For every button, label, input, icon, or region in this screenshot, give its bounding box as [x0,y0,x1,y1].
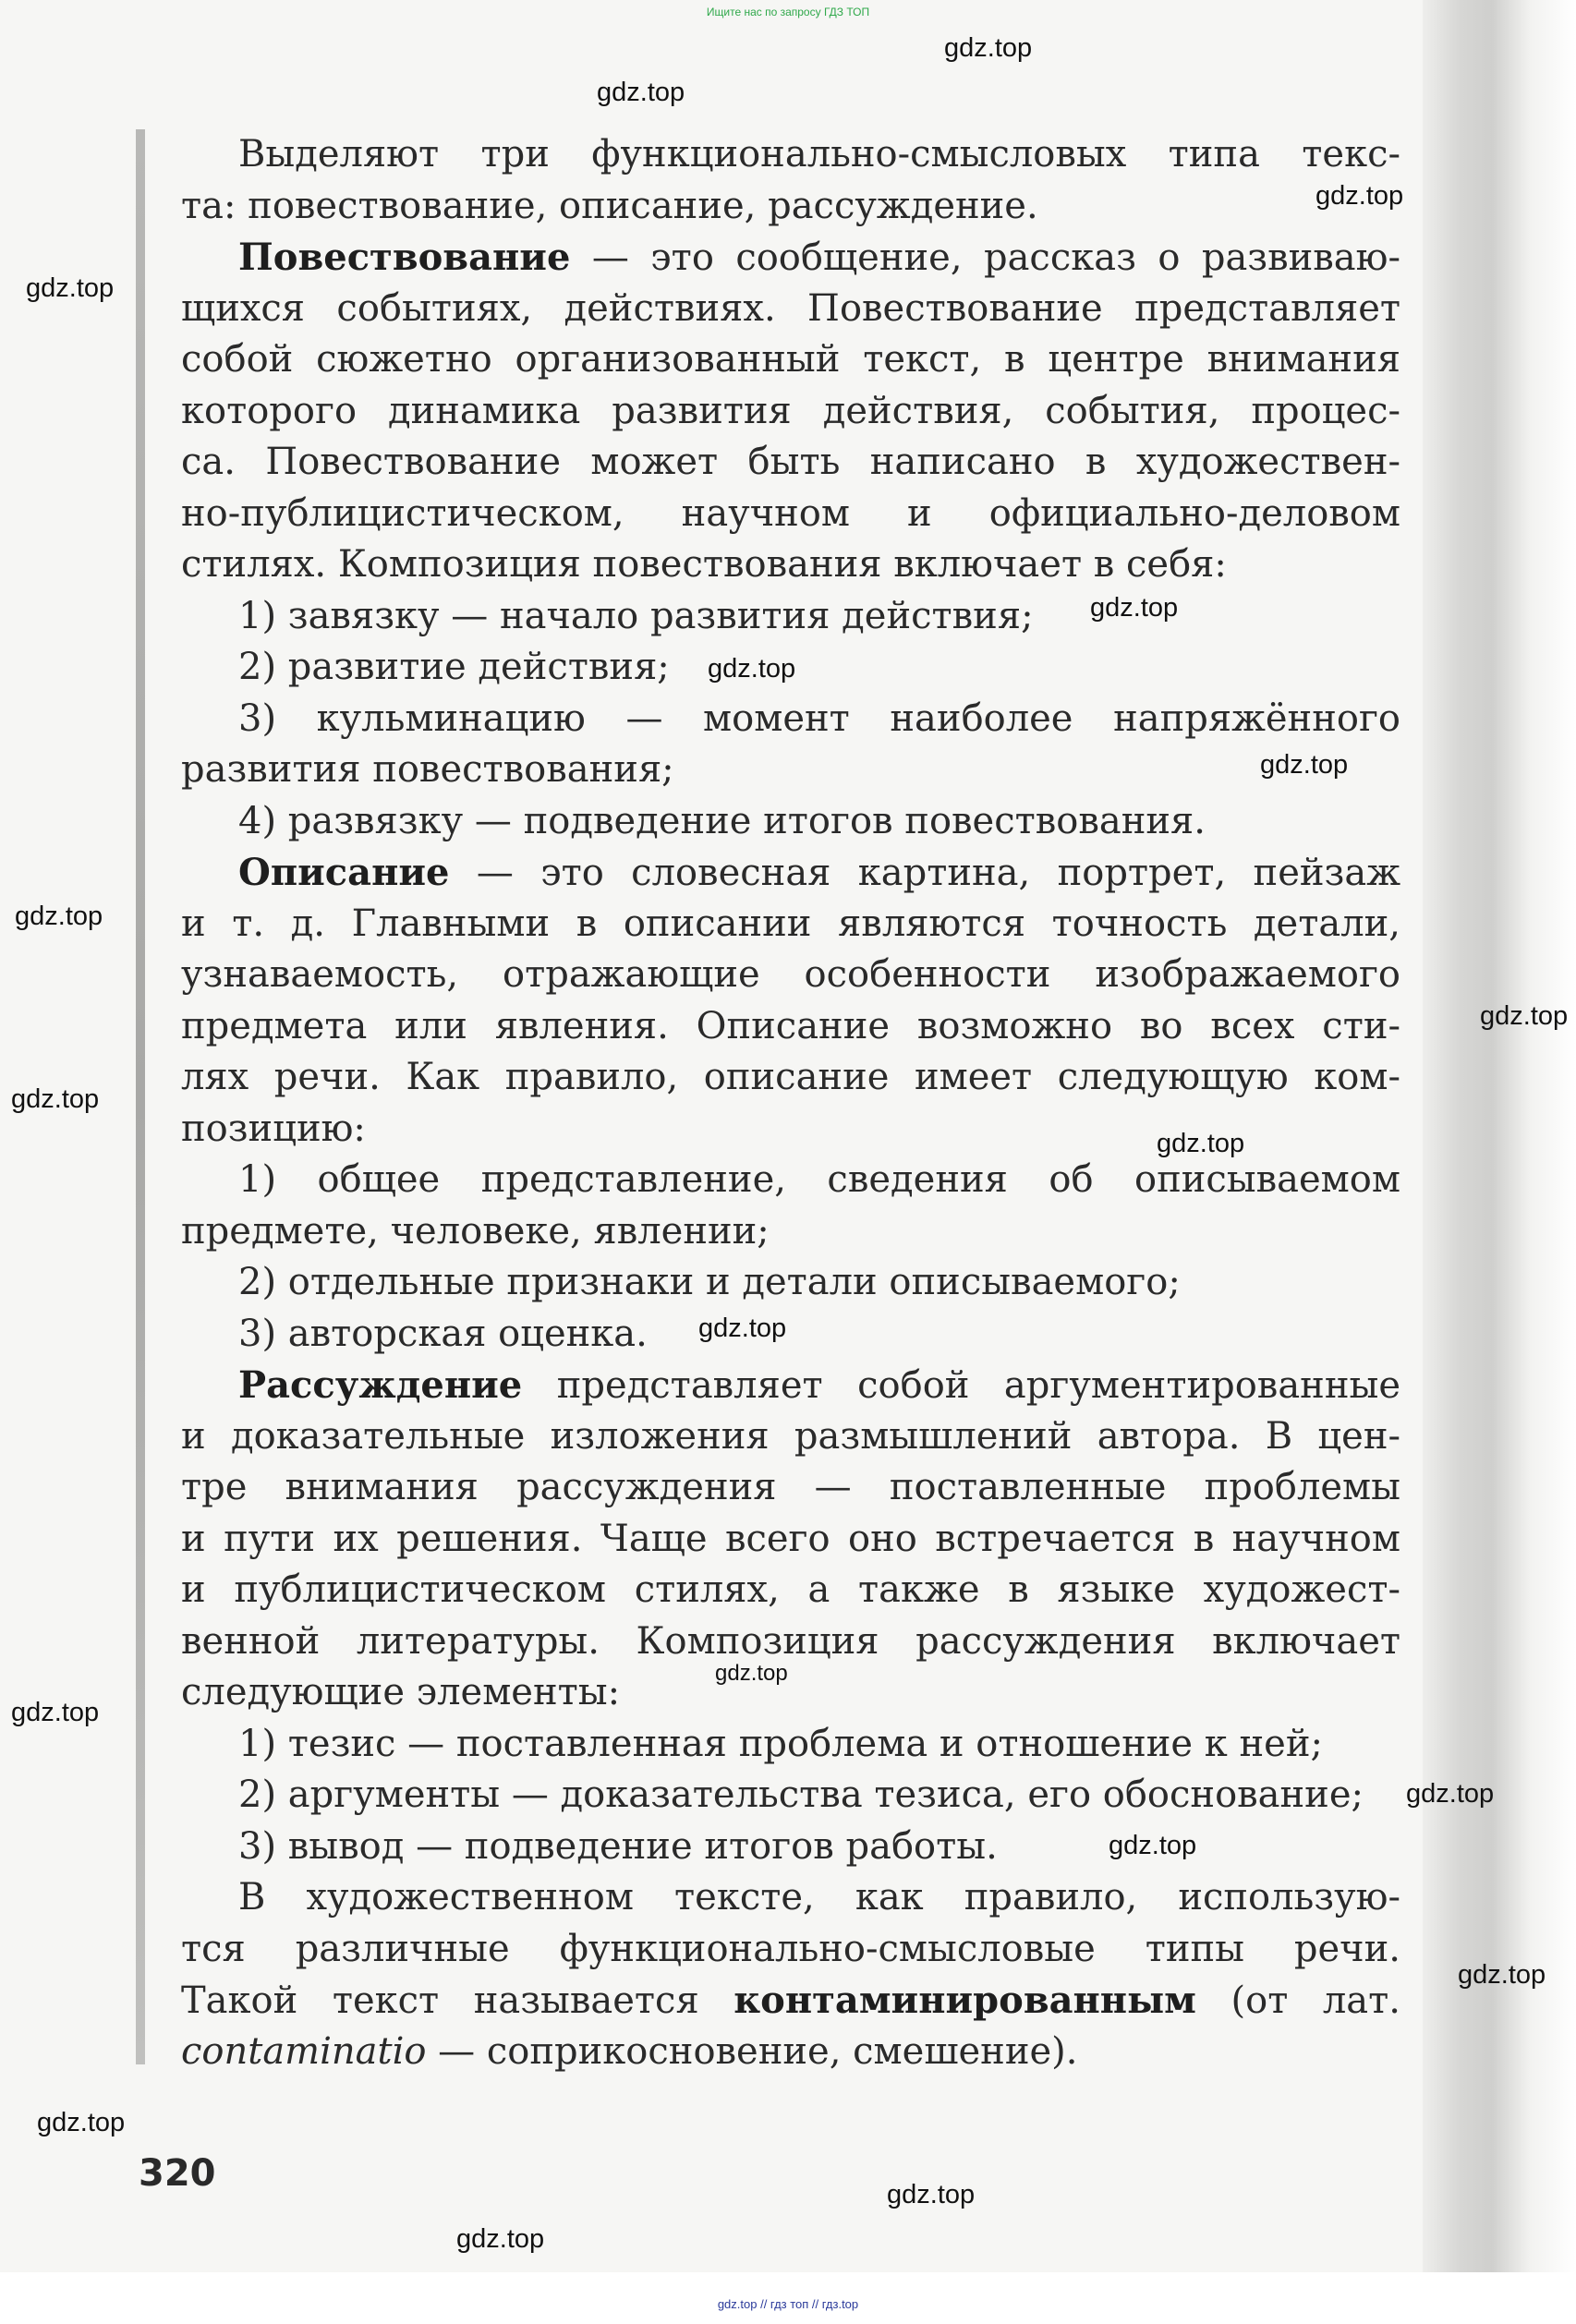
line-text: и доказательные изложения размышлений автора. В цен- [181,1414,1400,1458]
watermark: gdz.top [1157,1129,1245,1158]
term-bold: Повествование [238,236,571,279]
line-text: 3) вывод — подведение итогов работы. [238,1824,998,1868]
watermark: gdz.top [1458,1960,1546,1990]
watermark: gdz.top [1109,1831,1197,1860]
line-text: следующие элементы: [181,1671,621,1713]
text-line [181,437,1400,489]
term-italic: contaminatio [181,2029,427,2073]
watermark: gdz.top [26,273,115,303]
text-line [181,181,1400,233]
text-line [181,284,1400,335]
line-text: (от лат. [1195,1979,1400,2022]
line-text: и пути их решения. Чаще всего оно встречается в научном [181,1517,1400,1560]
line-text: предмете, человеке, явлении; [181,1209,770,1253]
footer-link[interactable]: gdz.top // гдз топ // гдз.top [717,2297,859,2311]
line-text: узнаваемость, отражающие особенности изображаемого [181,953,1400,996]
line-text: собой сюжетно организованный текст, в центре внимания [181,338,1400,381]
text-line [181,386,1400,438]
line-text: и публицистическом стилях, а также в языке художест- [181,1568,1400,1611]
text-line [181,1206,1400,1258]
watermark: gdz.top [1480,1001,1569,1031]
line-text: предмета или явления. Описание возможно во всех сти- [181,1004,1400,1047]
text-line [181,1667,1400,1719]
line-text: В художественном тексте, как правило, использую- [238,1876,1400,1919]
watermark: gdz.top [456,2224,545,2254]
line-text: 1) общее представление, сведения об описываемом [238,1158,1400,1201]
text-line [181,334,1400,386]
text-line [181,2027,1400,2078]
text-line [181,1155,1400,1206]
line-text: стилях. Композиция повествования включает в себя: [181,543,1227,586]
text-line [181,1565,1400,1616]
line-text: лях речи. Как правило, описание имеет следующую ком- [181,1056,1400,1098]
text-line [181,950,1400,1001]
line-text: — соприкосновение, смешение). [426,2029,1078,2073]
text-line [181,744,1400,796]
top-banner[interactable]: Ищите нас по запросу ГДЗ ТОП [706,6,870,18]
text-line [181,1411,1400,1463]
text-line [181,796,1400,848]
watermark: gdz.top [11,1698,100,1727]
line-text: та: повествование, описание, рассуждение. [181,184,1038,227]
watermark: gdz.top [698,1313,787,1343]
line-text: — это словесная картина, портрет, пейзаж [449,852,1400,894]
line-text: 4) развязку — подведение итогов повествования. [238,799,1206,842]
text-line [181,1052,1400,1104]
text-line [181,899,1400,950]
watermark: gdz.top [1406,1779,1495,1809]
line-text: 1) завязку — начало развития действия; [238,594,1034,637]
text-line [181,1872,1400,1924]
watermark: gdz.top [1090,593,1179,623]
text-line [181,1770,1400,1822]
text-line [181,1514,1400,1566]
body-text [181,129,1400,2077]
text-line [181,1924,1400,1976]
text-line [181,847,1400,899]
watermark: gdz.top [715,1661,788,1686]
line-text: 2) аргументы — доказательства тезиса, его обоснование; [238,1773,1364,1816]
line-text: 2) отдельные признаки и детали описываемого; [238,1261,1181,1303]
text-line [181,1719,1400,1771]
text-line [181,1975,1400,2027]
line-text: 1) тезис — поставленная проблема и отношение к ней; [238,1722,1323,1765]
term-bold: Описание [238,851,450,894]
margin-bar [136,129,145,2064]
text-line [181,591,1400,643]
text-line [181,1360,1400,1411]
line-text: которого динамика развития действия, события, процес- [181,389,1400,432]
text-line [181,694,1400,745]
line-text: щихся событиях, действиях. Повествование представляет [181,286,1400,330]
line-text: но-публицистическом, научном и официально-деловом [181,491,1400,535]
text-line [181,1616,1400,1668]
text-line [181,1257,1400,1309]
line-text: представляет собой аргументированные [522,1364,1400,1407]
page-number: 320 [139,2152,216,2195]
watermark: gdz.top [708,654,796,684]
line-text: — это сообщение, рассказ о развиваю- [570,236,1400,279]
line-text: венной литературы. Композиция рассуждения включает [181,1619,1400,1663]
line-text: 2) развитие действия; [238,646,670,688]
watermark: gdz.top [597,78,685,107]
term-bold: контаминированным [733,1979,1196,2022]
watermark: gdz.top [887,2180,976,2209]
watermark: gdz.top [1315,181,1404,211]
line-text: 3) кульминацию — момент наиболее напряжённого [238,696,1400,740]
line-text: развития повествования; [181,748,674,791]
watermark: gdz.top [37,2108,126,2137]
line-text: тре внимания рассуждения — поставленные проблемы [181,1466,1400,1508]
text-line [181,1462,1400,1514]
line-text: позицию: [181,1107,366,1150]
term-bold: Рассуждение [238,1363,523,1407]
watermark: gdz.top [11,1084,100,1114]
line-text: Такой текст называется [181,1979,734,2022]
line-text: са. Повествование может быть написано в художествен- [181,441,1400,483]
text-line [181,129,1400,181]
text-line [181,232,1400,284]
line-text: тся различные функционально-смысловые типы речи. [181,1927,1400,1970]
text-line [181,539,1400,591]
watermark: gdz.top [1260,750,1349,780]
text-line [181,1001,1400,1053]
text-line [181,1309,1400,1361]
text-line [181,489,1400,540]
line-text: и т. д. Главными в описании являются точность детали, [181,902,1400,945]
line-text: Выделяют три функционально-смысловых типа текс- [238,133,1400,176]
watermark: gdz.top [15,902,103,931]
line-text: 3) авторская оценка. [238,1312,648,1355]
watermark: gdz.top [944,33,1033,63]
text-line [181,1822,1400,1873]
